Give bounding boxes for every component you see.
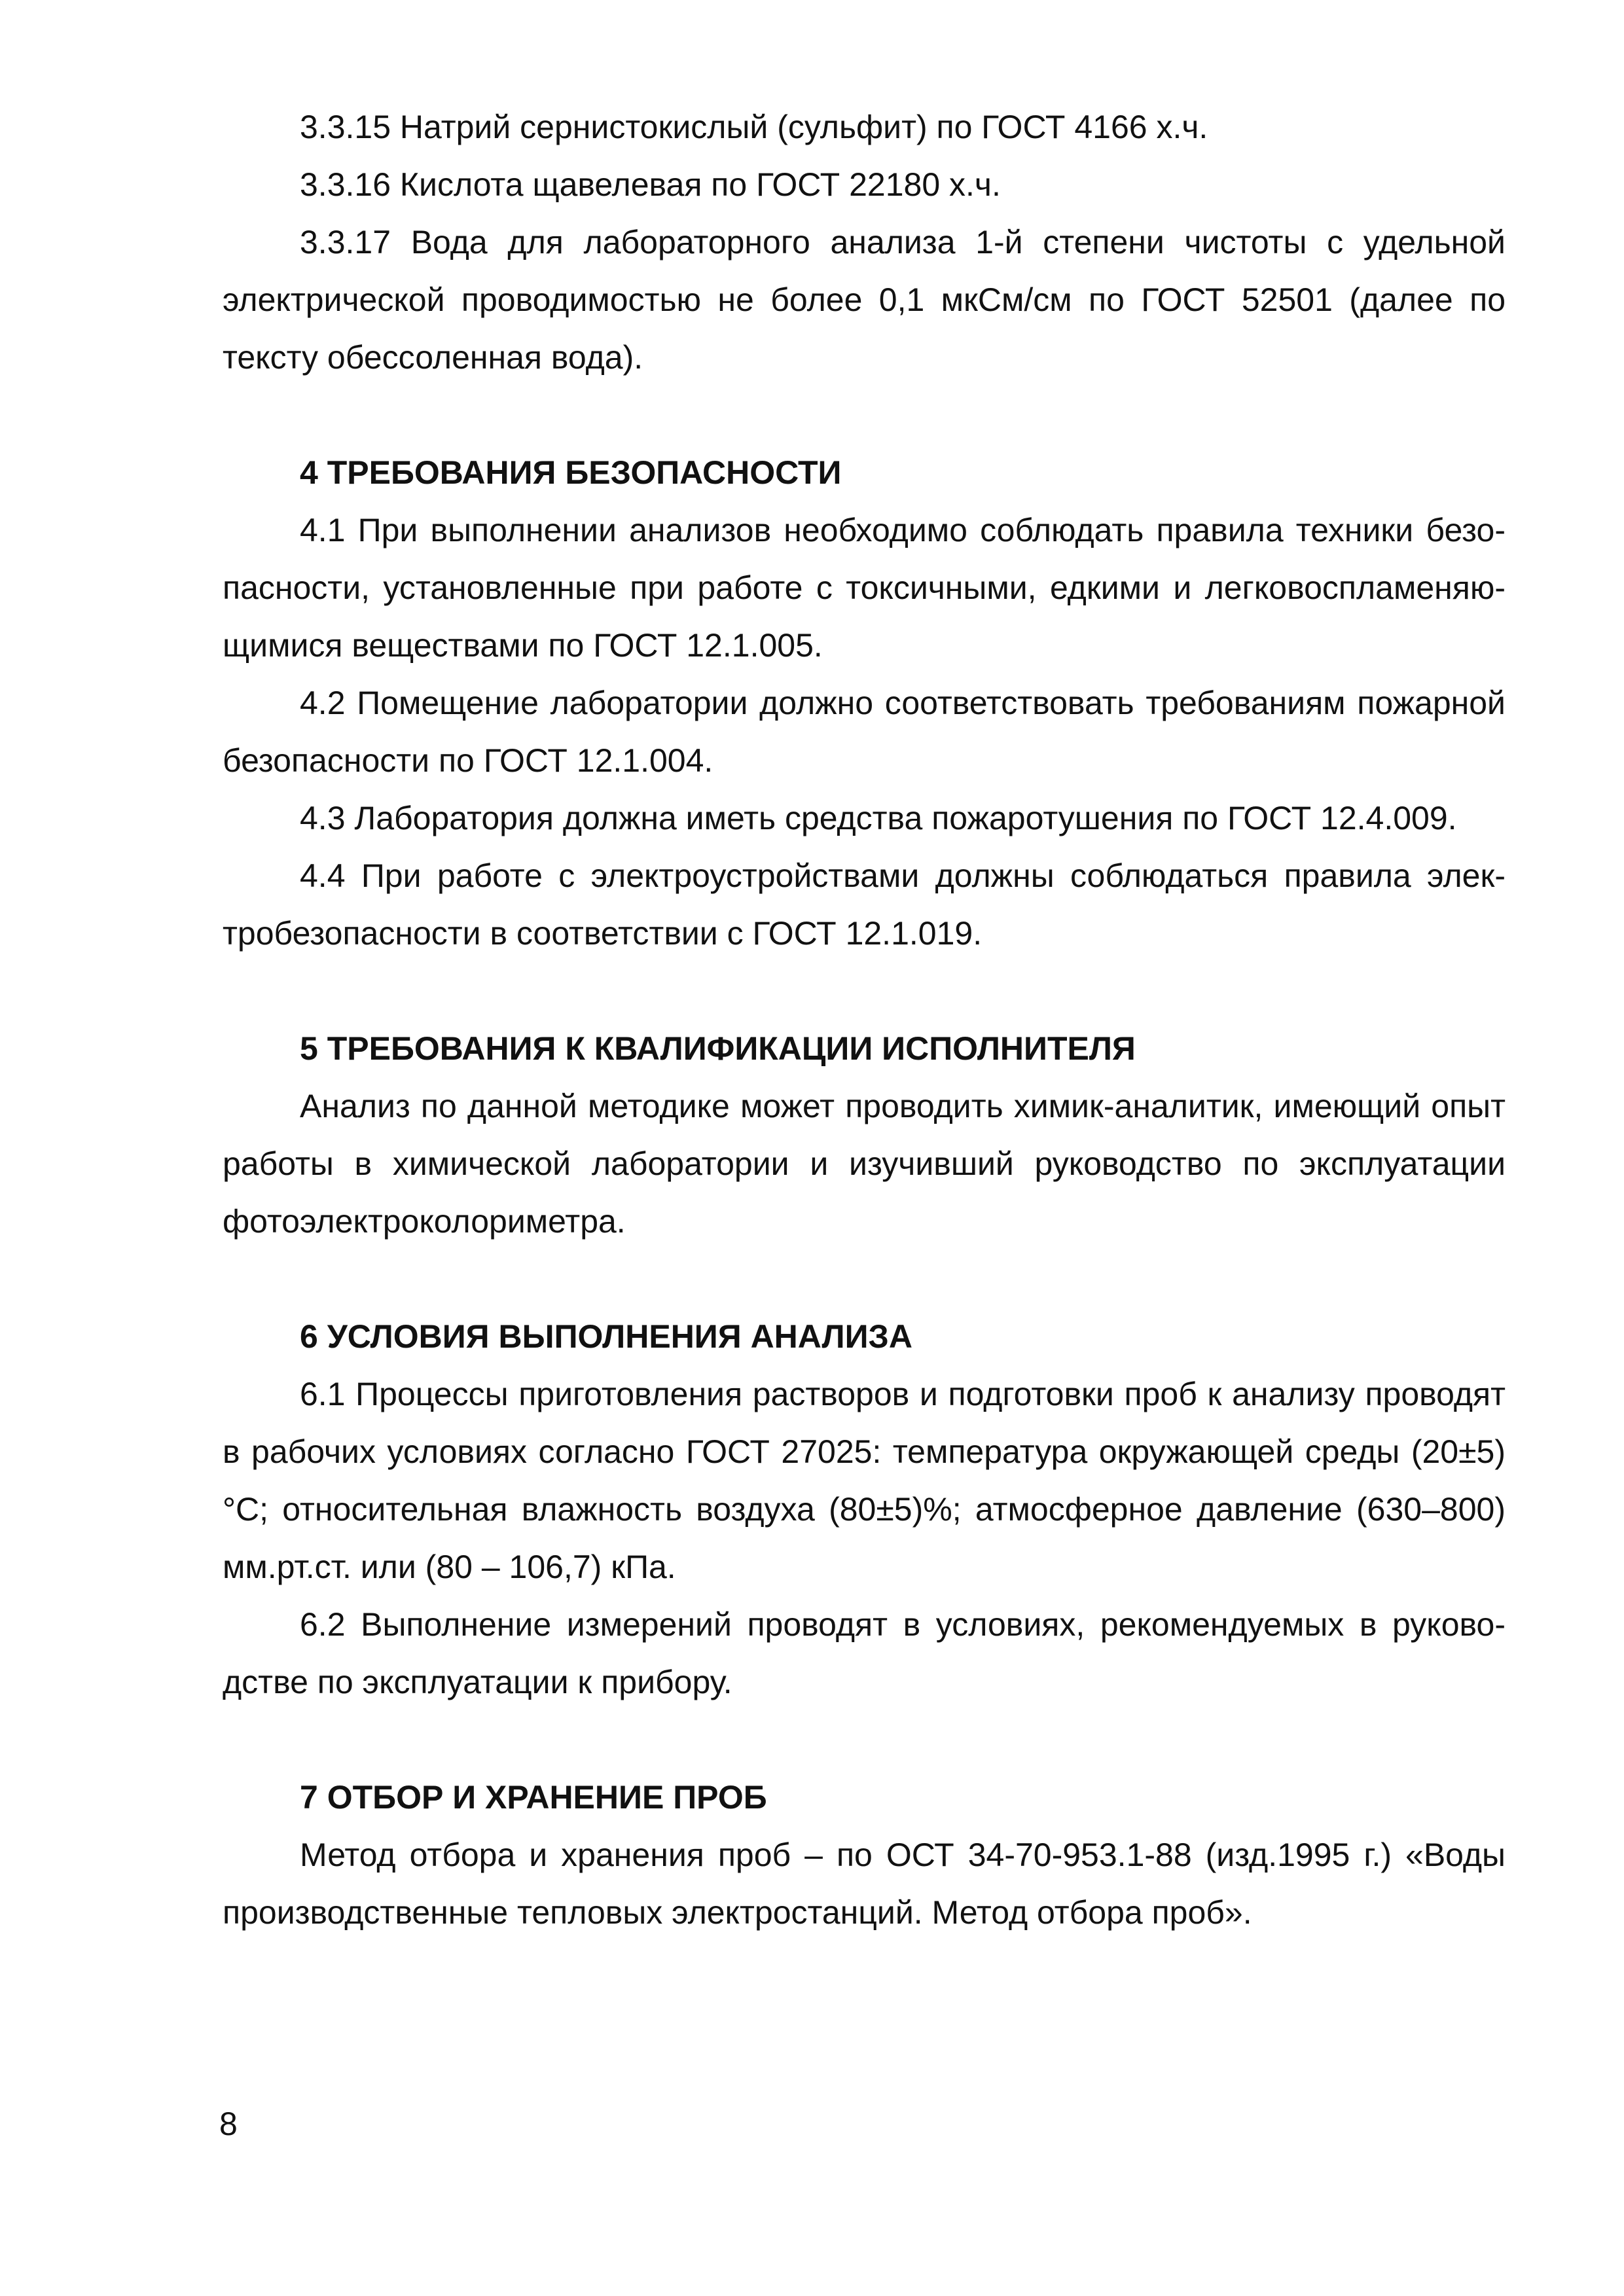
section-gap <box>223 1250 1506 1308</box>
section-gap <box>223 386 1506 444</box>
paragraph-3-3-17: 3.3.17 Вода для лабораторного анализа 1-й степени чистоты с удельной электрической проводимостью не более 0,1 мкСм/см по ГОСТ 52501 (далее по тексту обессоленная вода). <box>223 224 1506 376</box>
paragraph-3-3-15: 3.3.15 Натрий сернистокислый (сульфит) по ГОСТ 4166 х.ч. <box>300 109 1208 145</box>
paragraph-6-2: 6.2 Выполнение измерений проводят в условиях, рекомендуемых в руководстве по эксплуатации к прибору. <box>223 1606 1506 1700</box>
paragraph-4-1: 4.1 При выполнении анализов необходимо соблюдать правила техники безопасности, установленные при работе с токсичными, едкими и легковоспламеняющимися веществами по ГОСТ 12.1.005. <box>223 512 1506 664</box>
page-number: 8 <box>219 2106 238 2142</box>
paragraph-6-1: 6.1 Процессы приготовления растворов и подготовки проб к анализу проводят в рабочих условиях согласно ГОСТ 27025: температура окружающей среды (20±5)°С; относительная влажность воздуха (80±5)%; атмосферное давление (630–800) мм.рт.ст. или (80 – 106,7) кПа. <box>223 1376 1506 1585</box>
section-heading-4: 4 ТРЕБОВАНИЯ БЕЗОПАСНОСТИ <box>300 454 842 491</box>
paragraph-4-2: 4.2 Помещение лаборатории должно соответствовать требованиям пожарной безопасности по ГОСТ 12.1.004. <box>223 685 1506 779</box>
section-heading-7: 7 ОТБОР И ХРАНЕНИЕ ПРОБ <box>300 1779 767 1816</box>
section-gap <box>223 962 1506 1020</box>
page-content <box>223 98 1506 1941</box>
section-heading-5: 5 ТРЕБОВАНИЯ К КВАЛИФИКАЦИИ ИСПОЛНИТЕЛЯ <box>300 1030 1136 1067</box>
paragraph-5: Анализ по данной методике может проводить химик-аналитик, имеющий опыт работы в химической лаборатории и изучивший руководство по эксплуатации фотоэлектроколориметра. <box>223 1088 1506 1240</box>
paragraph-7: Метод отбора и хранения проб – по ОСТ 34-70-953.1-88 (изд.1995 г.) «Воды производственные тепловых электростанций. Метод отбора проб». <box>223 1837 1506 1931</box>
paragraph-3-3-16: 3.3.16 Кислота щавелевая по ГОСТ 22180 х.ч. <box>300 166 1001 203</box>
paragraph-4-4: 4.4 При работе с электроустройствами должны соблюдаться правила электробезопасности в соответствии с ГОСТ 12.1.019. <box>223 857 1506 952</box>
paragraph-4-3: 4.3 Лаборатория должна иметь средства пожаротушения по ГОСТ 12.4.009. <box>300 800 1457 836</box>
section-gap <box>223 1711 1506 1768</box>
section-heading-6: 6 УСЛОВИЯ ВЫПОЛНЕНИЯ АНАЛИЗА <box>300 1318 912 1355</box>
